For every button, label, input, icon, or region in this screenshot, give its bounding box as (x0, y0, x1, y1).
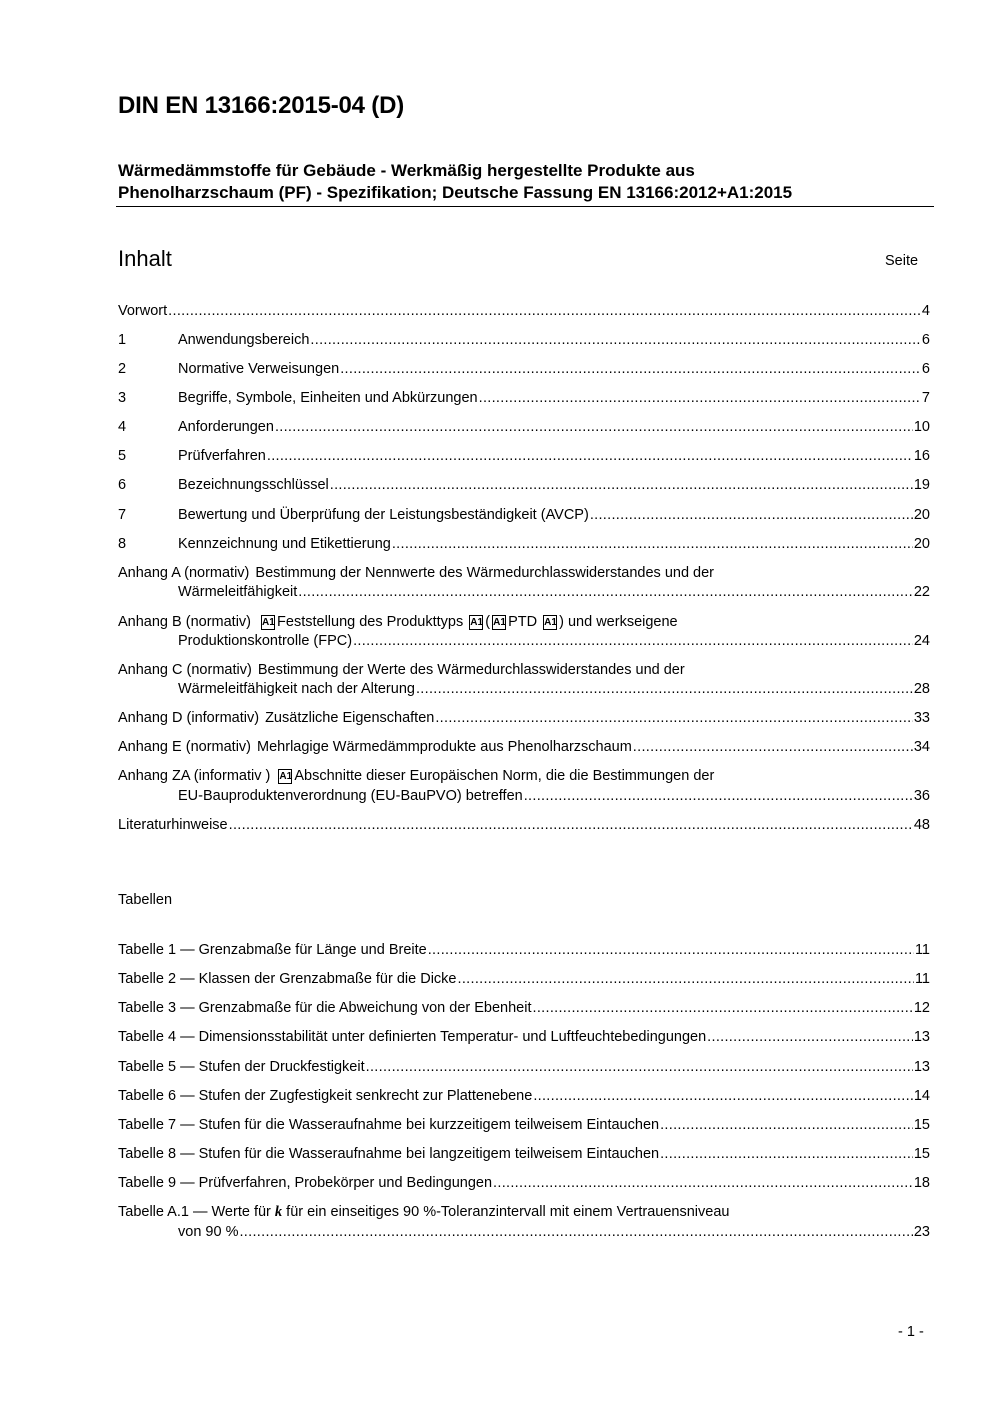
toc-page: 20 (913, 507, 930, 523)
doc-title (118, 160, 792, 204)
annex-prefix: Anhang B (118, 614, 182, 630)
a1-end-marker-icon: A1 (470, 617, 484, 628)
annex-title-cont: Wärmeleitfähigkeit nach der Alterung (178, 681, 415, 697)
toc-entry-section[interactable] (118, 388, 930, 408)
table-entry[interactable] (118, 1173, 930, 1193)
toc-entry-section[interactable] (118, 505, 930, 525)
leader-dots (229, 815, 913, 835)
annex-type: (informativ ) (193, 768, 271, 784)
annex-title: Bestimmung der Nennwerte des Wärmedurchlasswiderstandes und der (255, 565, 714, 581)
toc-page: 7 (921, 390, 930, 406)
table-page: 11 (914, 942, 930, 958)
leader-dots (435, 708, 913, 728)
toc-num: 5 (118, 448, 127, 464)
toc-page: 19 (913, 477, 930, 493)
table-label: Tabelle 7 — Stufen für die Wasseraufnahme bei kurzzeitigem teilweisem Eintauchen (118, 1117, 660, 1133)
page-number: - 1 - (898, 1324, 924, 1340)
leader-dots (533, 998, 913, 1018)
annex-type: (normativ) (185, 614, 251, 630)
toc-page: 10 (913, 419, 930, 435)
toc-entry-section[interactable] (118, 534, 930, 554)
toc-entry-literatur[interactable] (118, 815, 930, 835)
leader-dots (366, 1057, 913, 1077)
a1-start-marker-icon: A1 (279, 771, 293, 782)
leader-dots (633, 737, 913, 757)
leader-dots (168, 301, 921, 321)
contents-heading: Inhalt (118, 246, 172, 271)
toc-page: 16 (913, 448, 930, 464)
annex-prefix: Anhang ZA (118, 768, 190, 784)
leader-dots (590, 505, 913, 525)
toc-page: 20 (913, 536, 930, 552)
table-label: Tabelle 2 — Klassen der Grenzabmaße für die Dicke (118, 971, 457, 987)
leader-dots (267, 446, 913, 466)
toc-label: Kennzeichnung und Etikettierung (178, 536, 391, 552)
annex-type: (normativ) (186, 662, 252, 678)
annex-title: Abschnitte dieser Europäischen Norm, die die Bestimmungen der (294, 768, 715, 784)
table-label: Tabelle 9 — Prüfverfahren, Probekörper und Bedingungen (118, 1175, 493, 1191)
leader-dots (524, 786, 913, 806)
leader-dots (298, 582, 913, 602)
a1-end-marker-icon: A1 (544, 617, 557, 628)
toc-entry-section[interactable] (118, 359, 930, 379)
toc-page: 4 (921, 303, 930, 319)
annex-type: (normativ) (185, 739, 251, 755)
table-entry[interactable] (118, 1086, 930, 1106)
table-entry[interactable] (118, 1057, 930, 1077)
table-entry[interactable] (118, 940, 930, 960)
leader-dots (428, 940, 914, 960)
toc-label: Prüfverfahren (178, 448, 266, 464)
toc-page: 34 (913, 739, 930, 755)
table-page: 18 (913, 1175, 930, 1191)
toc-page: 22 (913, 584, 930, 600)
toc-entry-vorwort[interactable] (118, 301, 930, 321)
table-page: 13 (913, 1029, 930, 1045)
a1-start-marker-icon: A1 (262, 617, 275, 628)
toc-page: 24 (913, 633, 930, 649)
toc-entry-annex-d[interactable] (118, 708, 930, 728)
k-symbol: k (274, 1204, 283, 1220)
toc-label: Literaturhinweise (118, 817, 228, 833)
toc-label: Normative Verweisungen (178, 361, 340, 377)
annex-prefix: Anhang D (118, 710, 183, 726)
toc-num: 6 (118, 477, 127, 493)
leader-dots (707, 1027, 913, 1047)
table-page: 15 (913, 1146, 930, 1162)
leader-dots (310, 330, 921, 350)
leader-dots (533, 1086, 913, 1106)
toc-page: 33 (913, 710, 930, 726)
annex-title: Feststellung des Produkttyps (277, 614, 464, 630)
annex-title-ptd: PTD (508, 614, 538, 630)
leader-dots (493, 1173, 913, 1193)
table-page: 12 (913, 1000, 930, 1016)
annex-title: Zusätzliche Eigenschaften (265, 710, 435, 726)
leader-dots (416, 679, 913, 699)
leader-dots (340, 359, 921, 379)
toc-entry-section[interactable] (118, 417, 930, 437)
toc-entry-annex-e[interactable] (118, 737, 930, 757)
annex-title-cont: Produktionskontrolle (FPC) (178, 633, 353, 649)
toc-label: Vorwort (118, 303, 168, 319)
leader-dots (330, 475, 913, 495)
toc-num: 2 (118, 361, 127, 377)
leader-dots (479, 388, 921, 408)
toc-entry-section[interactable] (118, 446, 930, 466)
leader-dots (353, 631, 913, 651)
title-rule (116, 206, 934, 207)
leader-dots (392, 534, 913, 554)
toc-label: Anforderungen (178, 419, 274, 435)
table-label-line2: von 90 % (178, 1224, 239, 1240)
annex-title-rest: ) und werkseigene (559, 614, 678, 630)
toc-entry-section[interactable] (118, 475, 930, 495)
toc-num: 1 (118, 332, 127, 348)
toc-num: 8 (118, 536, 127, 552)
table-entry[interactable] (118, 1027, 930, 1047)
leader-dots (239, 1222, 912, 1242)
table-entry[interactable] (118, 969, 930, 989)
leader-dots (660, 1144, 913, 1164)
annex-prefix: Anhang A (118, 565, 181, 581)
a1-start-marker-icon: A1 (493, 617, 506, 628)
annex-title-cont: EU-Bauproduktenverordnung (EU-BauPVO) betreffen (178, 788, 523, 804)
table-page: 14 (913, 1088, 930, 1104)
toc-page: 6 (921, 332, 930, 348)
annex-title: Mehrlagige Wärmedämmprodukte aus Phenolharzschaum (257, 739, 632, 755)
table-label: Tabelle 1 — Grenzabmaße für Länge und Breite (118, 942, 427, 958)
leader-dots (458, 969, 914, 989)
table-label: Tabelle 4 — Dimensionsstabilität unter definierten Temperatur- und Luftfeuchtebedingungen (118, 1029, 707, 1045)
toc-num: 3 (118, 390, 127, 406)
table-page: 13 (913, 1059, 930, 1075)
toc-num: 7 (118, 507, 127, 523)
page-column-label: Seite (885, 253, 919, 269)
table-label: Tabelle A.1 — Werte für (118, 1204, 271, 1220)
annex-prefix: Anhang C (118, 662, 183, 678)
table-entry[interactable] (118, 998, 930, 1018)
table-page: 15 (913, 1117, 930, 1133)
annex-title-paren: ( (485, 614, 491, 630)
toc-page: 48 (913, 817, 930, 833)
toc-page: 36 (913, 788, 930, 804)
table-entry[interactable] (118, 1144, 930, 1164)
doc-title-line1: Wärmedämmstoffe für Gebäude - Werkmäßig hergestellte Produkte aus (118, 161, 695, 180)
annex-type: (informativ) (186, 710, 260, 726)
tables-heading: Tabellen (118, 892, 173, 908)
table-page: 11 (914, 971, 930, 987)
leader-dots (660, 1115, 913, 1135)
table-label: Tabelle 3 — Grenzabmaße für die Abweichung von der Ebenheit (118, 1000, 532, 1016)
annex-type: (normativ) (184, 565, 250, 581)
annex-prefix: Anhang E (118, 739, 182, 755)
toc-page: 28 (913, 681, 930, 697)
table-entry[interactable] (118, 1115, 930, 1135)
doc-id: DIN EN 13166:2015-04 (D) (118, 92, 405, 119)
toc-label: Anwendungsbereich (178, 332, 310, 348)
annex-title-cont: Wärmeleitfähigkeit (178, 584, 298, 600)
table-label-cont: für ein einseitiges 90 %-Toleranzintervall mit einem Vertrauensniveau (286, 1204, 730, 1220)
toc-page: 6 (921, 361, 930, 377)
leader-dots (275, 417, 913, 437)
toc-label: Begriffe, Symbole, Einheiten und Abkürzungen (178, 390, 478, 406)
annex-title: Bestimmung der Werte des Wärmedurchlasswiderstandes und der (257, 662, 685, 678)
table-label: Tabelle 8 — Stufen für die Wasseraufnahme bei langzeitigem teilweisem Eintauchen (118, 1146, 660, 1162)
table-page: 23 (913, 1224, 930, 1240)
table-label: Tabelle 5 — Stufen der Druckfestigkeit (118, 1059, 365, 1075)
table-label: Tabelle 6 — Stufen der Zugfestigkeit senkrecht zur Plattenebene (118, 1088, 533, 1104)
toc-label: Bewertung und Überprüfung der Leistungsbeständigkeit (AVCP) (178, 507, 589, 523)
toc-label: Bezeichnungsschlüssel (178, 477, 329, 493)
toc-num: 4 (118, 419, 127, 435)
doc-title-line2: Phenolharzschaum (PF) - Spezifikation; Deutsche Fassung EN 13166:2012+A1:2015 (118, 183, 793, 202)
toc-entry-section[interactable] (118, 330, 930, 350)
